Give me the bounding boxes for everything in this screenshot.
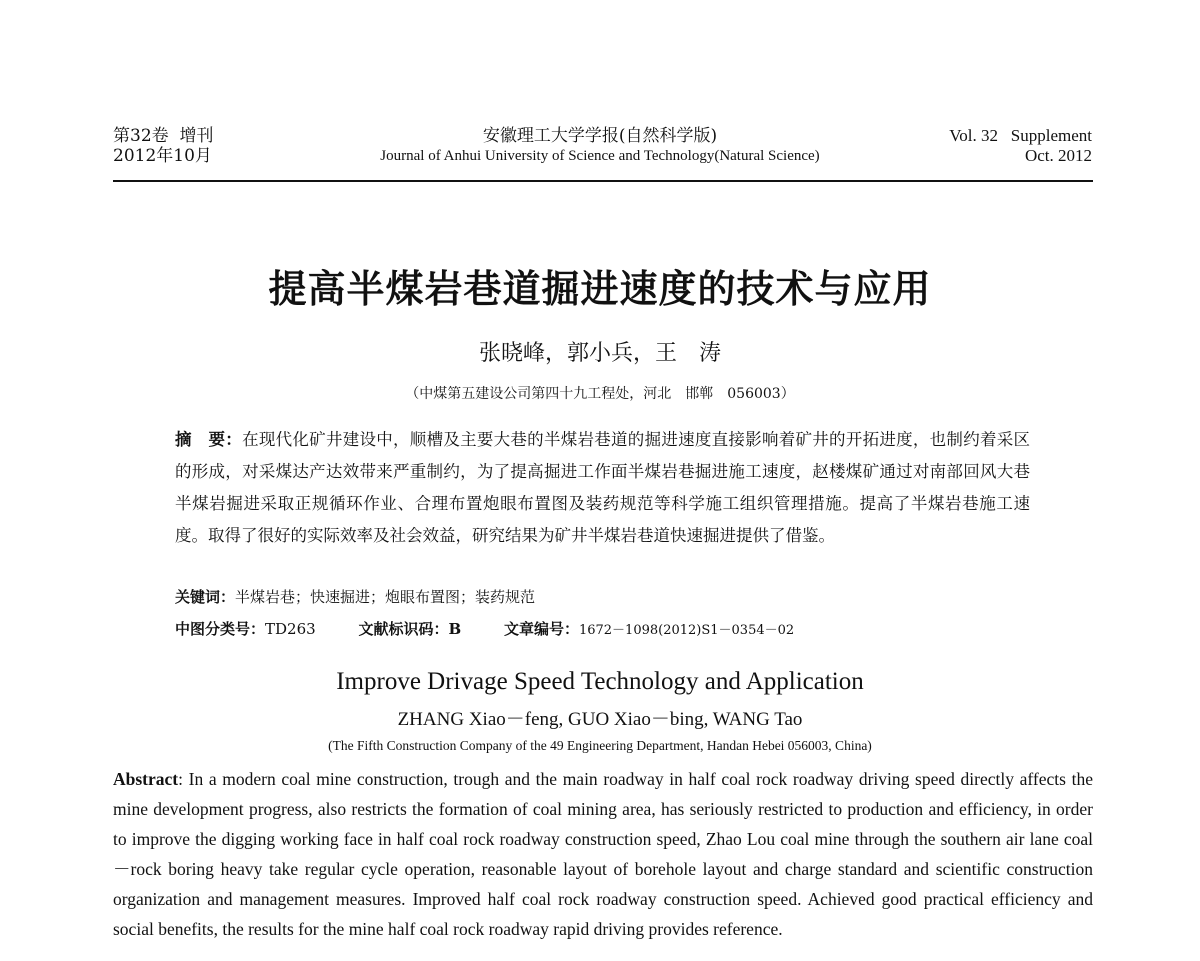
authors-cn: 张晓峰，郭小兵，王 涛 <box>478 341 721 366</box>
volume-en: Vol. 32 Supplement <box>949 126 1092 145</box>
doc-code-label: 文献标识码： <box>358 620 449 638</box>
clc-value: TD263 <box>265 620 316 638</box>
doc-code-value: B <box>448 620 462 638</box>
header-journal <box>300 126 900 166</box>
affiliation-en: (The Fifth Construction Company of the 49 Engineering Department, Handan Hebei 056003, China) <box>328 738 872 753</box>
volume-cn: 第32卷 增刊 <box>113 126 214 146</box>
article-no-label: 文章编号： <box>503 620 579 638</box>
classification <box>175 618 1075 639</box>
keywords-text: 半煤岩巷；快速掘进；炮眼布置图；装药规范 <box>235 588 536 606</box>
clc-label: 中图分类号： <box>175 620 266 638</box>
abstract-en-text: : In a modern coal mine construction, trough and the main roadway in half coal rock roadway driving speed directly affects the mine development progress, also restricts the formation of coal mining area, has seriously restricted to production and efficiency, in order to improve the digging working face in half coal rock roadway construction speed, Zhao Lou coal mine through the southern air lane coal－rock boring heavy take regular cycle operation, reasonable layout of borehole layout and charge standard and scientific construction organization and management measures. Improved half coal rock roadway construction speed. Achieved good practical efficiency and social benefits, the results for the mine half coal rock roadway rapid driving provides reference. <box>113 769 1093 939</box>
title-cn: 提高半煤岩巷道掘进速度的技术与应用 <box>268 266 932 311</box>
abstract-en-label: Abstract <box>113 769 179 789</box>
journal-en: Journal of Anhui University of Science and Technology(Natural Science) <box>380 148 820 164</box>
journal-cn: 安徽理工大学学报(自然科学版) <box>482 126 718 146</box>
date-cn: 2012年10月 <box>113 146 212 166</box>
abstract-en <box>113 764 1093 944</box>
title-en: Improve Drivage Speed Technology and Application <box>336 668 864 695</box>
affiliation-cn: （中煤第五建设公司第四十九工程处，河北 邯郸 056003） <box>405 386 795 402</box>
article-no-value: 1672－1098(2012)S1－0354－02 <box>578 623 795 638</box>
abstract-cn-label: 摘 要： <box>175 430 243 449</box>
header-volume-en <box>949 126 1092 166</box>
keywords-label: 关键词： <box>175 588 236 606</box>
abstract-cn-text: 在现代化矿井建设中，顺槽及主要大巷的半煤岩巷道的掘进速度直接影响着矿井的开拓进度，也制约着采区的形成，对采煤达产达效带来严重制约，为了提高掘进工作面半煤岩巷掘进施工速度，赵楼煤矿通过对南部回风大巷半煤岩掘进采取正规循环作业、合理布置炮眼布置图及装药规范等科学施工组织管理措施。提高了半煤岩巷施工速度。取得了很好的实际效率及社会效益，研究结果为矿井半煤岩巷道快速掘进提供了借鉴。 <box>175 430 1031 545</box>
header-rule <box>113 180 1093 182</box>
abstract-cn <box>175 424 1030 552</box>
keywords-cn <box>175 586 1075 607</box>
date-en: Oct. 2012 <box>1024 146 1092 165</box>
authors-en: ZHANG Xiao－feng, GUO Xiao－bing, WANG Tao <box>397 709 803 730</box>
header-volume-cn <box>113 126 213 166</box>
